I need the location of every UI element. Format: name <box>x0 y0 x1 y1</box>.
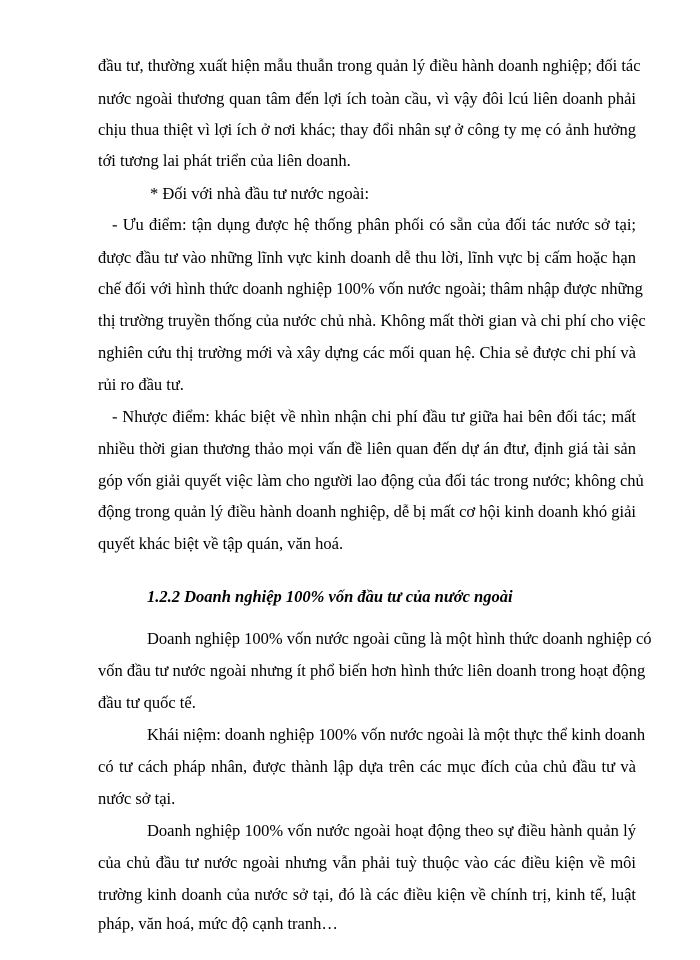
paragraph-1-line-1: đầu tư, thường xuất hiện mẫu thuẫn trong quản lý điều hành doanh nghiệp; đối tác <box>98 56 641 75</box>
paragraph-1-line-3: chịu thua thiệt vì lợi ích ở nơi khác; thay đổi nhân sự ở công ty mẹ có ảnh hưởng <box>98 120 636 139</box>
foreign-investor-subheading: * Đối với nhà đầu tư nước ngoài: <box>150 184 370 203</box>
paragraph-6-line-2: có tư cách pháp nhân, được thành lập dựa trên các mục đích của chủ đầu tư và <box>98 757 636 776</box>
advantages-line-1: - Ưu điểm: tận dụng được hệ thống phân phối có sẵn của đối tác nước sở tại; <box>112 215 636 234</box>
paragraph-6-line-1: Khái niệm: doanh nghiệp 100% vốn nước ngoài là một thực thể kinh doanh <box>147 725 646 744</box>
advantages-line-4: thị trường truyền thống của nước chủ nhà. Không mất thời gian và chi phí cho việc <box>98 311 646 330</box>
disadvantages-line-4: động trong quản lý điều hành doanh nghiệp, dễ bị mất cơ hội kinh doanh khó giải <box>98 502 637 521</box>
advantages-line-3: chế đối với hình thức doanh nghiệp 100% vốn nước ngoài; thâm nhập được những <box>98 279 643 298</box>
advantages-line-6: rủi ro đầu tư. <box>98 375 184 394</box>
advantages-line-2: được đầu tư vào những lĩnh vực kinh doanh dễ thu lời, lĩnh vực bị cấm hoặc hạn <box>98 248 636 267</box>
paragraph-7-line-3: trường kinh doanh của nước sở tại, đó là các điều kiện về chính trị, kinh tế, luật <box>98 885 636 904</box>
disadvantages-line-2: nhiều thời gian thương thảo mọi vấn đề liên quan đến dự án đtư, định giá tài sản <box>98 439 636 458</box>
section-heading: 1.2.2 Doanh nghiệp 100% vốn đầu tư của nước ngoài <box>147 587 513 606</box>
disadvantages-line-5: quyết khác biệt về tập quán, văn hoá. <box>98 534 344 553</box>
advantages-line-5: nghiên cứu thị trường mới và xây dựng các mối quan hệ. Chia sẻ được chi phí và <box>98 343 636 362</box>
paragraph-5-line-1: Doanh nghiệp 100% vốn nước ngoài cũng là một hình thức doanh nghiệp có <box>147 629 652 648</box>
paragraph-1-line-2: nước ngoài thương quan tâm đến lợi ích toàn cầu, vì vậy đôi lcú liên doanh phải <box>98 89 636 108</box>
paragraph-6-line-3: nước sở tại. <box>98 789 176 808</box>
disadvantages-line-3: góp vốn giải quyết việc làm cho người lao động của đối tác trong nước; không chủ <box>98 471 644 490</box>
paragraph-7-line-4: pháp, văn hoá, mức độ cạnh tranh… <box>98 914 338 933</box>
paragraph-7-line-2: của chủ đầu tư nước ngoài nhưng vẫn phải tuỳ thuộc vào các điều kiện về môi <box>98 853 636 872</box>
disadvantages-line-1: - Nhược điểm: khác biệt về nhìn nhận chi phí đầu tư giữa hai bên đối tác; mất <box>112 407 636 426</box>
paragraph-5-line-3: đầu tư quốc tế. <box>98 693 196 712</box>
paragraph-1-line-4: tới tương lai phát triển của liên doanh. <box>98 151 351 170</box>
paragraph-7-line-1: Doanh nghiệp 100% vốn nước ngoài hoạt động theo sự điều hành quản lý <box>147 821 636 840</box>
paragraph-5-line-2: vốn đầu tư nước ngoài nhưng ít phổ biến hơn hình thức liên doanh trong hoạt động <box>98 661 646 680</box>
